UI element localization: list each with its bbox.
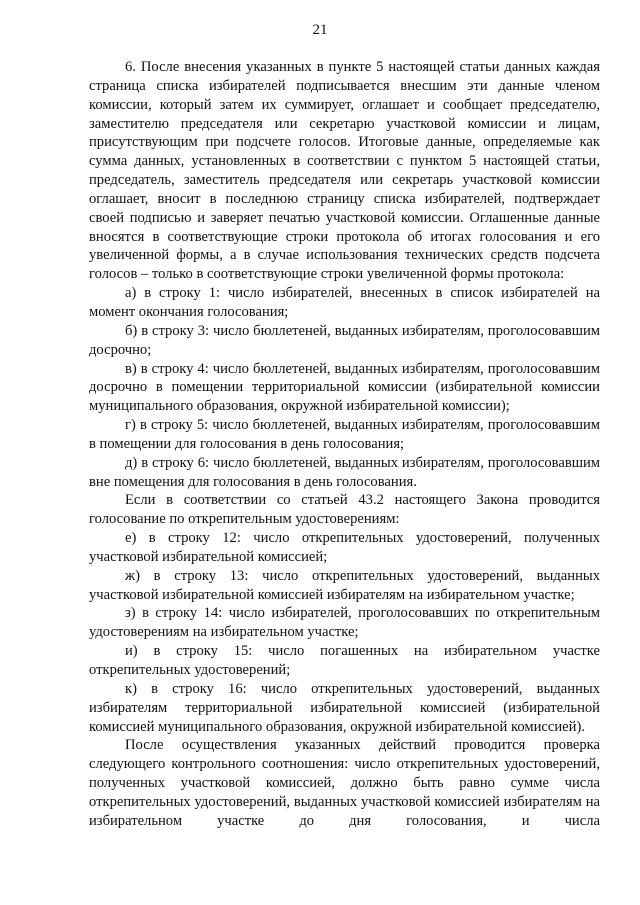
paragraph-6: 6. После внесения указанных в пункте 5 настоящей статьи данных каждая страница списка избирателей подписывается внесшим эти данные членом комиссии, который затем их суммирует, оглашает и сообщает председателю, заместителю председателя или секретарю участковой комиссии и лицам, присутствующим при подсчете голосов. Итоговые данные, определяемые как сумма данных, установленных в соответствии с пунктом 5 настоящей статьи, председатель, заместитель председателя или секретарь участковой комиссии оглашает, вносит в последнюю страницу списка избирателей, подтверждает своей подписью и заверяет печатью участковой комиссии. Оглашенные данные вносятся в соответствующие строки протокола об итогах голосования и его увеличенной формы, а в случае использования технических средств подсчета голосов – только в соответствующие строки увеличенной формы протокола:: [89, 59, 600, 283]
list-item-e: е) в строку 12: число открепительных удостоверений, полученных участковой избирательной комиссией;: [89, 530, 600, 565]
document-body: [89, 58, 600, 831]
list-item-g: г) в строку 5: число бюллетеней, выданных избирателям, проголосовавшим в помещении для голосования в день голосования;: [89, 417, 600, 452]
control-check-paragraph: После осуществления указанных действий проводится проверка следующего контрольного соотношения: число открепительных удостоверений, полученных участковой комиссией, должно быть равно сумме числа открепительных удостоверений, выданных участковой комиссией избирателям на избирательном участке до дня голосования, и числа: [89, 737, 600, 829]
list-item-a: а) в строку 1: число избирателей, внесенных в список избирателей на момент окончания голосования;: [89, 285, 600, 320]
list-item-b: б) в строку 3: число бюллетеней, выданных избирателям, проголосовавшим досрочно;: [89, 322, 600, 358]
list-item-i: и) в строку 15: число погашенных на избирательном участке открепительных удостоверений;: [89, 643, 600, 678]
list-item-v: в) в строку 4: число бюллетеней, выданных избирателям, проголосовавшим досрочно в помещении территориальной комиссии (избирательной комиссии муниципального образования, окружной избирательной комиссии);: [89, 360, 600, 415]
list-item-k: к) в строку 16: число открепительных удостоверений, выданных избирателям территориальной избирательной комиссией (избирательной комиссией муниципального образования, окружной избирательной комиссией).: [89, 680, 600, 735]
list-item-zh: ж) в строку 13: число открепительных удостоверений, выданных участковой избирательной комиссией избирателям на избирательном участке;: [89, 567, 600, 603]
list-item-d: д) в строку 6: число бюллетеней, выданных избирателям, проголосовавшим вне помещения для голосования в день голосования.: [89, 454, 600, 490]
list-item-z: з) в строку 14: число избирателей, проголосовавших по открепительным удостоверениям на избирательном участке;: [89, 605, 600, 641]
conditional-paragraph: Если в соответствии со статьей 43.2 настоящего Закона проводится голосование по открепительным удостоверениям:: [89, 492, 600, 528]
page-number: 21: [312, 22, 328, 38]
